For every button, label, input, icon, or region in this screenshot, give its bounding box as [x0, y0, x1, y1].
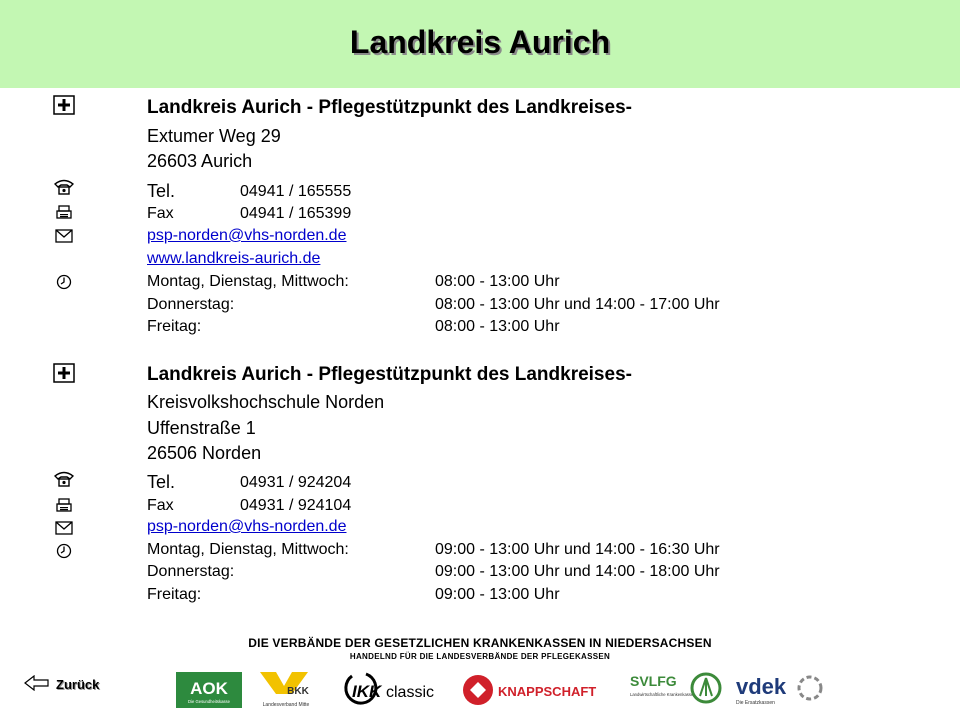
back-arrow-icon: [24, 675, 50, 691]
entry1-hours-day-2: Donnerstag:: [147, 296, 235, 313]
header-bar: [0, 0, 960, 88]
ikk-classic-logo: [342, 668, 442, 712]
clock-icon: [52, 271, 76, 293]
svlfg-logo-text: SVLFG: [630, 673, 677, 689]
entry2-hours-time-1: 09:00 - 13:00 Uhr und 14:00 - 16:30 Uhr: [435, 541, 720, 558]
entry2-address-line1: Kreisvolkshochschule Norden: [147, 392, 385, 412]
entry2-tel-label: Tel.: [147, 472, 176, 492]
mail-icon: [52, 517, 76, 539]
footer-line2: HANDELND FÜR DIE LANDESVERBÄNDE DER PFLEGEKASSEN: [349, 652, 611, 661]
phone-icon: [52, 468, 76, 490]
vdek-logo-text: vdek: [736, 674, 787, 699]
footer-line1: DIE VERBÄNDE DER GESETZLICHEN KRANKENKASSEN IN NIEDERSACHSEN: [248, 636, 712, 650]
entry2-hours-day-1: Montag, Dienstag, Mittwoch:: [147, 541, 349, 558]
vdek-logo: [734, 668, 830, 712]
entry1-heading: Landkreis Aurich - Pflegestützpunkt des Landkreises-: [147, 97, 632, 118]
entry1-tel-value: 04941 / 165555: [240, 183, 352, 200]
aok-logo-subtext: Die Gesundheitskasse: [188, 699, 230, 704]
entry2-hours-time-2: 09:00 - 13:00 Uhr und 14:00 - 18:00 Uhr: [435, 563, 720, 580]
knappschaft-logo-text: KNAPPSCHAFT: [498, 684, 597, 699]
entry2-fax-label: Fax: [147, 497, 174, 514]
bkk-logo: [256, 668, 324, 712]
entry2-hours-time-3: 09:00 - 13:00 Uhr: [435, 586, 560, 603]
back-button[interactable]: [24, 675, 99, 692]
entry2-tel-value: 04931 / 924204: [240, 474, 352, 491]
entry2-heading: Landkreis Aurich - Pflegestützpunkt des Landkreises-: [147, 364, 632, 385]
knappschaft-logo: [462, 668, 602, 712]
entry1-address-street: Extumer Weg 29: [147, 126, 281, 146]
entry2-hours-day-3: Freitag:: [147, 586, 202, 603]
entry1-fax-value: 04941 / 165399: [240, 205, 352, 222]
entry1-hours-time-1: 08:00 - 13:00 Uhr: [435, 273, 560, 290]
bkk-logo-text: BKK: [287, 686, 309, 697]
bkk-logo-subtext: Landesverband Mitte: [262, 702, 310, 708]
fax-icon: [52, 495, 76, 517]
ikk-logo-text: IKK: [352, 682, 382, 701]
back-button-label: Zurück: [56, 677, 100, 692]
aok-logo-text: AOK: [190, 679, 228, 698]
vdek-logo-subtext: Die Ersatzkassen: [736, 700, 775, 706]
entry2-address-street: Uffenstraße 1: [147, 418, 256, 438]
entry1-fax-label: Fax: [147, 205, 174, 222]
entry1-hours-day-3: Freitag:: [147, 318, 202, 335]
fax-icon: [52, 202, 76, 224]
entry1-hours-time-3: 08:00 - 13:00 Uhr: [435, 318, 560, 335]
entry2-email-link[interactable]: psp-norden@vhs-norden.de: [147, 518, 347, 535]
page-title: Landkreis Aurich: [349, 24, 611, 60]
entry1-address-city: 26603 Aurich: [147, 151, 253, 171]
cross-icon: [52, 94, 76, 116]
entry2-address-city: 26506 Norden: [147, 443, 262, 463]
cross-icon: [52, 362, 76, 384]
entry1-hours-day-1: Montag, Dienstag, Mittwoch:: [147, 273, 349, 290]
entry1-tel-label: Tel.: [147, 181, 176, 201]
mail-icon: [52, 225, 76, 247]
entry1-web-link[interactable]: www.landkreis-aurich.de: [147, 250, 321, 267]
entry1-hours-time-2: 08:00 - 13:00 Uhr und 14:00 - 17:00 Uhr: [435, 296, 720, 313]
entry2-hours-day-2: Donnerstag:: [147, 563, 235, 580]
ikk-logo-suffix: classic: [386, 684, 435, 701]
entry1-email-link[interactable]: psp-norden@vhs-norden.de: [147, 227, 347, 244]
svlfg-logo: [628, 668, 722, 712]
svlfg-logo-subtext: Landwirtschaftliche Krankenkasse: [630, 692, 694, 697]
aok-logo: [176, 668, 242, 712]
entry2-fax-value: 04931 / 924104: [240, 497, 352, 514]
clock-icon: [52, 540, 76, 562]
phone-icon: [52, 176, 76, 198]
